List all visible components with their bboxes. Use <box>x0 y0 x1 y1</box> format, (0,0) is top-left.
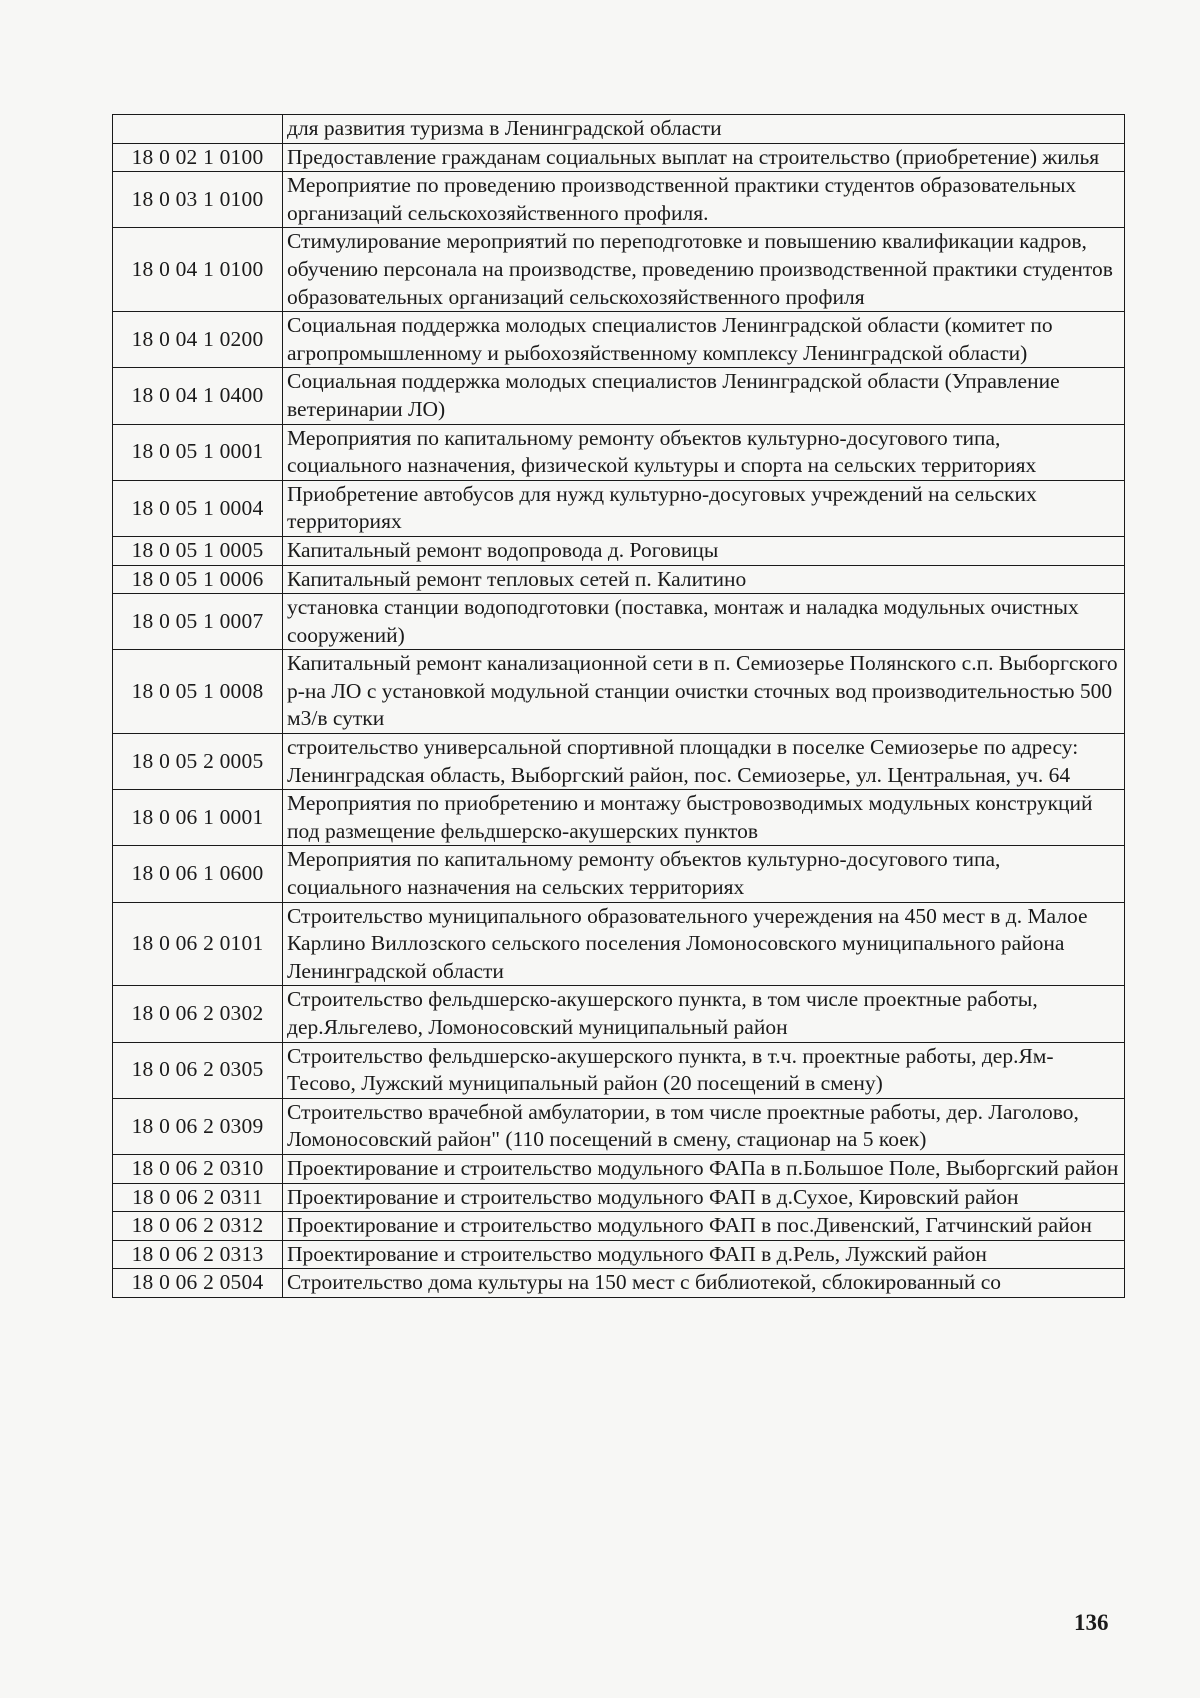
row-description: строительство универсальной спортивной площадки в поселке Семиозерье по адресу: Ленинградская область, Выборгский район, пос. Семиозерье, ул. Центральная, уч. 64 <box>283 734 1125 790</box>
row-code: 18 0 06 2 0312 <box>113 1212 283 1241</box>
row-code: 18 0 06 2 0504 <box>113 1269 283 1298</box>
row-description: Стимулирование мероприятий по переподготовке и повышению квалификации кадров, обучению персонала на производстве, проведению производственной практики студентов образовательных организаций сельскохозяйственного профиля <box>283 228 1125 312</box>
row-code: 18 0 06 2 0310 <box>113 1154 283 1183</box>
row-code: 18 0 06 2 0101 <box>113 902 283 986</box>
table-row <box>113 228 1125 312</box>
row-description: для развития туризма в Ленинградской области <box>283 115 1125 144</box>
table-row <box>113 1042 1125 1098</box>
row-description: Строительство фельдшерско-акушерского пункта, в т.ч. проектные работы, дер.Ям-Тесово, Лужский муниципальный район (20 посещений в смену) <box>283 1042 1125 1098</box>
row-description: Строительство фельдшерско-акушерского пункта, в том числе проектные работы, дер.Яльгелево, Ломоносовский муниципальный район <box>283 986 1125 1042</box>
table-row <box>113 480 1125 536</box>
row-description: Строительство дома культуры на 150 мест с библиотекой, сблокированный со <box>283 1269 1125 1298</box>
row-code: 18 0 04 1 0200 <box>113 312 283 368</box>
row-description: Проектирование и строительство модульного ФАПа в п.Большое Поле, Выборгский район <box>283 1154 1125 1183</box>
row-code: 18 0 05 1 0005 <box>113 536 283 565</box>
table-row <box>113 986 1125 1042</box>
row-code: 18 0 05 1 0004 <box>113 480 283 536</box>
table-row <box>113 594 1125 650</box>
row-code: 18 0 06 2 0309 <box>113 1098 283 1154</box>
budget-code-table <box>112 114 1125 1298</box>
row-description: Проектирование и строительство модульного ФАП в д.Сухое, Кировский район <box>283 1183 1125 1212</box>
row-code: 18 0 06 1 0600 <box>113 846 283 902</box>
table-row <box>113 1098 1125 1154</box>
row-code <box>113 115 283 144</box>
row-code: 18 0 05 1 0008 <box>113 650 283 734</box>
row-description: Социальная поддержка молодых специалистов Ленинградской области (комитет по агропромышленному и рыбохозяйственному комплексу Ленинградской области) <box>283 312 1125 368</box>
row-description: Строительство врачебной амбулатории, в том числе проектные работы, дер. Лаголово, Ломоносовский район" (110 посещений в смену, стационар на 5 коек) <box>283 1098 1125 1154</box>
table-row <box>113 1154 1125 1183</box>
row-description: Капитальный ремонт тепловых сетей п. Калитино <box>283 565 1125 594</box>
row-code: 18 0 06 2 0311 <box>113 1183 283 1212</box>
row-code: 18 0 05 1 0006 <box>113 565 283 594</box>
row-description: Мероприятия по капитальному ремонту объектов культурно-досугового типа, социального назначения, физической культуры и спорта на сельских территориях <box>283 424 1125 480</box>
table-row <box>113 424 1125 480</box>
row-code: 18 0 06 2 0305 <box>113 1042 283 1098</box>
row-description: Проектирование и строительство модульного ФАП в пос.Дивенский, Гатчинский район <box>283 1212 1125 1241</box>
row-description: Капитальный ремонт водопровода д. Роговицы <box>283 536 1125 565</box>
table-row <box>113 143 1125 172</box>
table-row <box>113 115 1125 144</box>
table-row <box>113 1183 1125 1212</box>
page-number: 136 <box>1074 1610 1109 1635</box>
table-row <box>113 1269 1125 1298</box>
row-description: Проектирование и строительство модульного ФАП в д.Рель, Лужский район <box>283 1240 1125 1269</box>
table-row <box>113 902 1125 986</box>
row-code: 18 0 04 1 0100 <box>113 228 283 312</box>
row-code: 18 0 06 2 0302 <box>113 986 283 1042</box>
row-description: установка станции водоподготовки (поставка, монтаж и наладка модульных очистных сооружений) <box>283 594 1125 650</box>
row-description: Мероприятия по капитальному ремонту объектов культурно-досугового типа, социального назначения на сельских территориях <box>283 846 1125 902</box>
row-code: 18 0 05 2 0005 <box>113 734 283 790</box>
row-description: Капитальный ремонт канализационной сети в п. Семиозерье Полянского с.п. Выборгского р-на ЛО с установкой модульной станции очистки сточных вод производительностью 500 м3/в сутки <box>283 650 1125 734</box>
row-description: Строительство муниципального образовательного учереждения на 450 мест в д. Малое Карлино Виллозского сельского поселения Ломоносовского муниципального района Ленинградской области <box>283 902 1125 986</box>
row-code: 18 0 04 1 0400 <box>113 368 283 424</box>
table-row <box>113 312 1125 368</box>
table-row <box>113 368 1125 424</box>
table-row <box>113 565 1125 594</box>
table-row <box>113 1212 1125 1241</box>
table-row <box>113 734 1125 790</box>
table-body <box>113 115 1125 1298</box>
row-description: Приобретение автобусов для нужд культурно-досуговых учреждений на сельских территориях <box>283 480 1125 536</box>
row-code: 18 0 06 2 0313 <box>113 1240 283 1269</box>
row-code: 18 0 03 1 0100 <box>113 172 283 228</box>
table-row <box>113 172 1125 228</box>
row-description: Мероприятия по приобретению и монтажу быстровозводимых модульных конструкций под размещение фельдшерско-акушерских пунктов <box>283 790 1125 846</box>
table-row <box>113 790 1125 846</box>
row-code: 18 0 06 1 0001 <box>113 790 283 846</box>
row-code: 18 0 05 1 0001 <box>113 424 283 480</box>
table-row <box>113 1240 1125 1269</box>
row-code: 18 0 02 1 0100 <box>113 143 283 172</box>
row-description: Социальная поддержка молодых специалистов Ленинградской области (Управление ветеринарии ЛО) <box>283 368 1125 424</box>
row-description: Мероприятие по проведению производственной практики студентов образовательных организаций сельскохозяйственного профиля. <box>283 172 1125 228</box>
table-row <box>113 650 1125 734</box>
row-code: 18 0 05 1 0007 <box>113 594 283 650</box>
table-row <box>113 846 1125 902</box>
table-row <box>113 536 1125 565</box>
row-description: Предоставление гражданам социальных выплат на строительство (приобретение) жилья <box>283 143 1125 172</box>
